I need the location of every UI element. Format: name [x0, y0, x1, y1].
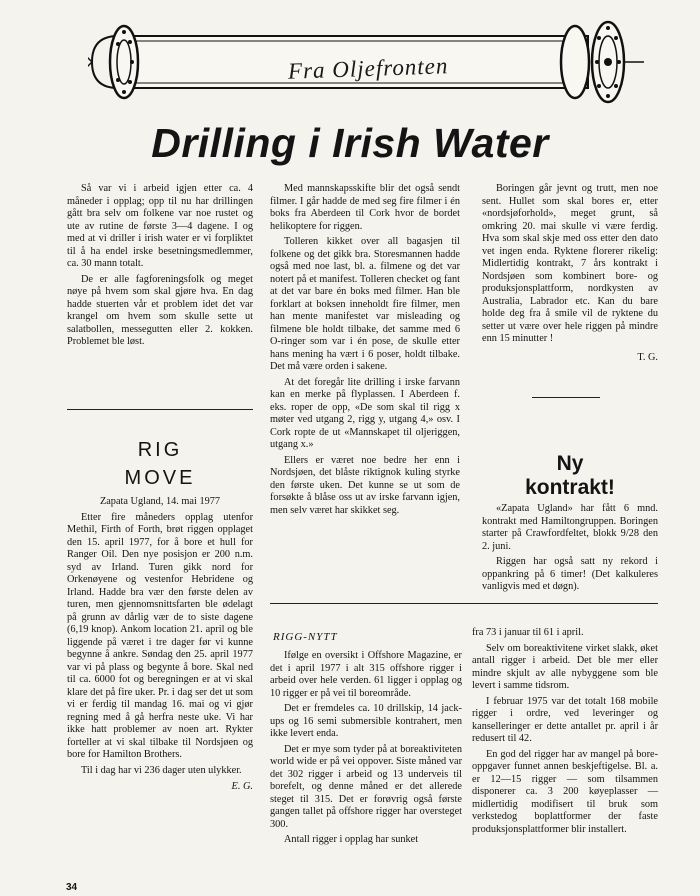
article-paragraph: Boringen går jevnt og trutt, men noe sent. Hullet som skal bores er, etter «nordsjøforhold», meget grunt, så omkring 20. mai skulle vi være ferdig. Hva som skal skje med oss etter den dato vet ingen enda. Ryktene florerer rikelig: Midlertidig kontrakt, 7 års kontrakt i Nordsjøen som kombinert bore- og produksjonsplattform, nordkysten av Australia, Labrador etc. Kan du bare holde deg fra å smile vil de ryktene du setter ut være over hele riggen på mindre enn 15 minutter ! [482, 183, 658, 344]
rigg-nytt-paragraph: En god del rigger har av mangel på bore-oppgaver funnet annen beskjeftigelse. Bl. a. er 12—15 rigger — som tilsammen disponerer ca. 3 200 køyeplasser — midlertidig modifisert til bruk som verkstedog boplattformer der faste produksjonsplattformer blir installert. [472, 748, 658, 835]
rigg-nytt-divider [270, 603, 658, 604]
rigg-nytt-paragraph: Ifølge en oversikt i Offshore Magazine, er det i april 1977 i alt 315 offshore rigger i arbeid over hele verden. 61 ligger i opplag og 10 rigger er på vei til boreområde. [270, 650, 462, 699]
article-paragraph: Så var vi i arbeid igjen etter ca. 4 måneder i opplag; opp til nu har drillingen gått bra selv om folkene var noe rustet og ute av rutine de første 3—4 dagene. I og med at vi driller i irish water er vi forpliktet til å ha endel irske besetningsmedlemmer, ca. 30 mann totalt. [67, 183, 253, 269]
rigg-nytt-paragraph: Selv om boreaktivitene virket slakk, øket antall rigger i arbeid. Det ble mer eller mindre skjult av alle nybyggene som ble levert i samme tidsrom. [472, 642, 658, 691]
rig-move-signature: E. G. [231, 781, 253, 792]
ny-kontrakt-text [482, 503, 658, 597]
pipe-banner [88, 14, 650, 112]
article-paragraph: De er alle fagforeningsfolk og meget nøye på hvem som skal gjøre hva. En dag hadde stuerten vår et problem idet det var krangel om hvem som skulle sette ut salatbollen, messegutten eller 2. kokken. Problemet ble løst. [67, 273, 253, 347]
rig-move-text [67, 496, 253, 794]
page-number: 34 [66, 882, 78, 893]
rig-move-paragraph: Til i dag har vi 236 dager uten ulykker. [81, 764, 242, 776]
rigg-nytt-paragraph: Det er fremdeles ca. 10 drillskip, 14 jack-ups og 16 semi submersible kontrahert, men ikke levert enda. [270, 703, 462, 739]
rigg-nytt-paragraph: fra 73 i januar til 61 i april. [472, 627, 584, 638]
column-divider [532, 397, 600, 398]
article-paragraph: Tolleren kikket over all bagasjen til folkene og det gikk bra. Storesmannen hadde også med noe last, bl. a. filmene og det var notert på et manifest. Tolleren checket og fant at det var bare én boks med filmer. Han ble forklart at boksen inneholdt fire filmer, men han mente manifestet var misleading og filmene ble holdt tilbake, det samme med 6 O-ringer som var i én pose, de skulle etter hans mening ha vært i 6 poser, holdt tilbake. Det må være orden i sakene. [270, 236, 460, 372]
article-column-3 [482, 183, 658, 364]
rig-move-dateline: Zapata Ugland, 14. mai 1977 [99, 496, 221, 507]
ny-kontrakt-paragraph: «Zapata Ugland» har fått 6 mnd. kontrakt med Hamiltongruppen. Boringen starter på Crawfordfeltet, blokk 9/28 den 2. juni. [482, 503, 658, 552]
rigg-nytt-column-b [472, 627, 658, 839]
article-paragraph: Ellers er været noe bedre her enn i Nordsjøen, det blåste riktignok kuling styrke den første uken. Det kunne se ut som de forsøkte å blåse oss ut av irske farvann igjen, men selv været har skikket seg. [270, 454, 460, 516]
rigg-nytt-column-a [270, 650, 462, 850]
ny-kontrakt-heading: Ny kontrakt! [525, 452, 615, 499]
page-title: Drilling i Irish Water [151, 120, 549, 166]
ny-kontrakt-paragraph: Riggen har også satt ny rekord i oppankring på 6 timer! (Det kalkuleres vanligvis med et døgn). [482, 556, 658, 592]
rig-move-paragraph: Etter fire måneders opplag utenfor Methil, Firth of Forth, brøt riggen opplaget den 15. april 1977, for å bore et hull for Ranger Oil. Den nye posisjon er 200 n.m. syd av Irland. Turen gikk nord for Orkenøyene og vestenfor Hebridene og Irland. Hadde bra vær den første delen av turen, men gjennomsnittsfarten ble ødelagt på grunn av dårlig vær de to siste dagene (6,19 knop). Ankom location 21. april og ble liggende på været i tre dager før vi kunne begynne å ankre. Søndag den 25. april 1977 var vi på plass og begynte å bore. Skal ned til ca. 6000 fot og beregningen er at vi skal klare det på fire uker. Pr. i dag ser det ut som vi er ferdig til mandag 16. mai og vi gjør regning med å gå herfra neste uke. Vi har ikke hatt problemer av noen art. Rykter forteller at vi skal tilbake til Nordsjøen og bore for Hamilton Brothers. [67, 511, 253, 760]
article-column-1 [67, 183, 253, 352]
rigg-nytt-paragraph: I februar 1975 var det totalt 168 mobile rigger i ordre, ved leveringer og kanselleringer er dette antallet pr. april i år redusert til 42. [472, 695, 658, 744]
rigg-nytt-heading: RIGG-NYTT [273, 631, 338, 643]
rig-move-heading: RIG MOVE [124, 439, 196, 489]
article-paragraph: Med mannskapsskifte blir det også sendt filmer. I går hadde de med seg fire filmer i én boks fra Aberdeen til Cork hvor de bordet helikoptere for riggen. [270, 183, 460, 232]
article-signature: T. G. [637, 351, 658, 363]
article-column-2 [270, 183, 460, 520]
column-divider [67, 409, 253, 410]
article-paragraph: At det foregår lite drilling i irske farvann kan en merke på flyplassen. I Aberdeen f. eks. roper de opp, «De som skal til rigg x møter ved utgang 2, rigg y, utgang 4,» osv. I Cork ropte de ut «Mannskapet til oljeriggen, utgang x.» [270, 376, 460, 450]
rigg-nytt-paragraph: Det er mye som tyder på at boreaktiviteten world wide er på vei oppover. Siste måned var det 302 rigger i arbeid og 13 underveis til borefelt, og denne måned er det allerede steget til 315. Det er forøvrig også første gangen tallet på offshore rigger har oversteget 300. [270, 743, 462, 830]
rigg-nytt-paragraph: Antall rigger i opplag har sunket [284, 834, 419, 845]
banner-script-title: Fra Oljefronten [287, 53, 449, 84]
